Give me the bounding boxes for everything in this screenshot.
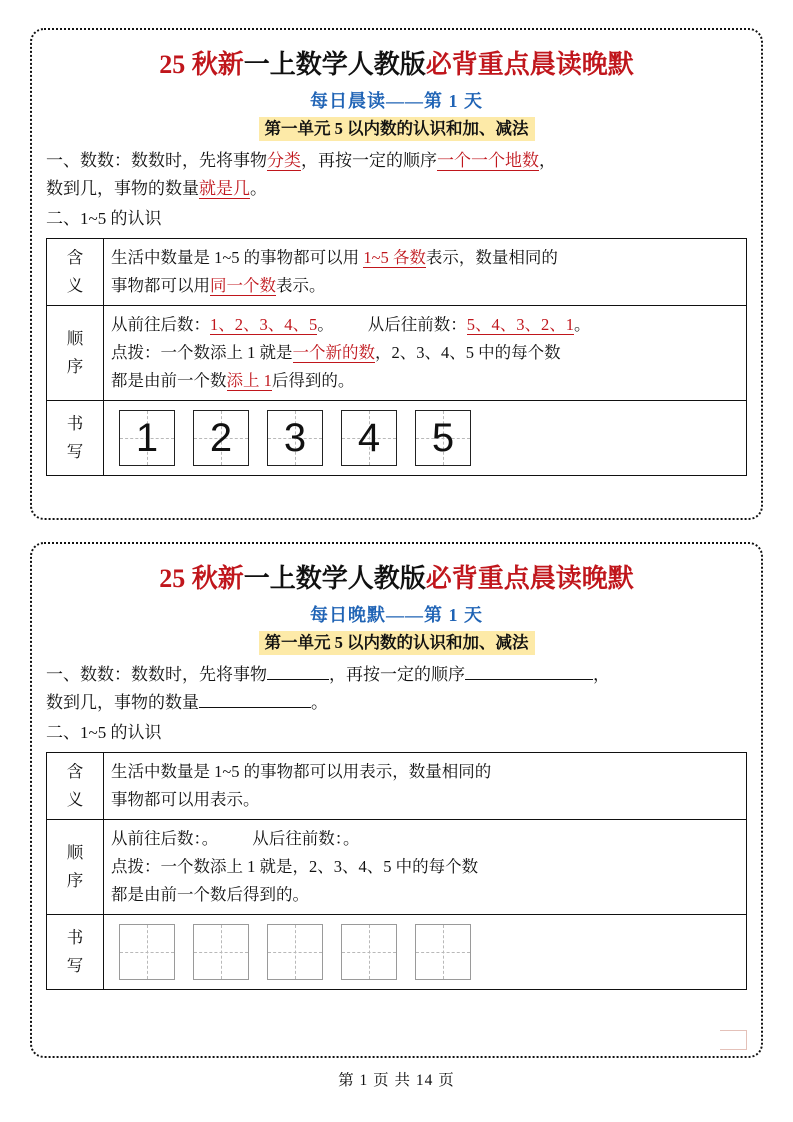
row-label-meaning-char2: 义	[66, 790, 84, 810]
meaning-line-1-text-c: 表示，数量相同的	[359, 762, 492, 782]
table-row-meaning	[47, 753, 747, 820]
row-label-writing	[47, 915, 104, 990]
card-subtitle: 每日晚默——第 1 天	[310, 605, 483, 625]
section-1-text-1: 数数时，先将事物	[131, 665, 267, 685]
order-line-3-text-a: 都是由前一个数	[111, 371, 227, 391]
meaning-line-2-text-c: 表示。	[210, 790, 260, 810]
knowledge-table	[46, 752, 747, 990]
writing-box-number: 5	[431, 416, 455, 461]
answer-backward-sequence: 5、4、3、2、1	[466, 315, 574, 335]
answer-add-one: 添上 1	[226, 371, 272, 391]
order-backward-label: 从后往前数：	[252, 829, 343, 849]
order-line-1-period-2: 。	[343, 829, 360, 849]
row-label-order-char1: 顺	[66, 329, 84, 349]
answer-a-new-number: 一个新的数	[292, 343, 375, 363]
row-label-writing-char1: 书	[66, 414, 84, 434]
watermark-corner-icon	[713, 1024, 747, 1050]
order-line-3	[111, 881, 739, 909]
row-label-writing	[47, 401, 104, 476]
writing-box	[341, 410, 397, 466]
table-row-order	[47, 820, 747, 915]
row-label-meaning-char1: 含	[66, 762, 84, 782]
order-line-2-text-c: ，2、3、4、5 中的每个数	[292, 857, 479, 877]
answer-same-number: 同一个数	[210, 276, 276, 296]
writing-grid-filled	[111, 406, 739, 470]
row-label-order-char1: 顺	[66, 843, 84, 863]
blank-classify[interactable]	[267, 679, 329, 680]
row-label-order-char2: 序	[66, 357, 84, 377]
title-red-prefix: 25 秋新	[159, 564, 244, 593]
section-1-text-5: 。	[250, 179, 267, 199]
row-label-writing-char1: 书	[66, 928, 84, 948]
title-black-middle: 一上数学人教版	[243, 50, 426, 79]
section-2-heading: 二、1~5 的认识	[46, 209, 162, 229]
table-row-writing	[47, 401, 747, 476]
unit-banner: 第一单元 5 以内数的认识和加、减法	[259, 631, 535, 655]
row-label-meaning-char2: 义	[66, 276, 84, 296]
row-label-meaning	[47, 753, 104, 820]
writing-box[interactable]	[415, 924, 471, 980]
meaning-line-2-text-c: 表示。	[276, 276, 326, 296]
row-content-order	[104, 306, 747, 401]
title-red-prefix: 25 秋新	[159, 50, 244, 79]
row-label-order	[47, 306, 104, 401]
writing-box-number: 3	[283, 416, 307, 461]
answer-forward-sequence: 1、2、3、4、5	[210, 315, 318, 335]
row-label-order-char2: 序	[66, 871, 84, 891]
row-label-writing-char2: 写	[66, 956, 84, 976]
writing-grid-blank	[111, 920, 739, 984]
writing-box-number: 4	[357, 416, 381, 461]
row-content-writing	[104, 401, 747, 476]
writing-box	[415, 410, 471, 466]
order-forward-label: 从前往后数：	[111, 315, 210, 335]
evening-dictation-card	[30, 542, 763, 1058]
card-title	[46, 558, 747, 595]
writing-box-number: 1	[135, 416, 159, 461]
section-1-text-3: ，	[593, 665, 610, 685]
order-line-2	[111, 853, 739, 881]
table-row-writing	[47, 915, 747, 990]
order-line-3	[111, 367, 739, 395]
writing-box-number	[342, 925, 396, 979]
row-label-meaning-char1: 含	[66, 248, 84, 268]
meaning-line-1-text-a: 生活中数量是 1~5 的事物都可以用	[111, 248, 364, 268]
title-red-suffix: 必背重点晨读晚默	[425, 50, 634, 79]
row-content-meaning	[104, 239, 747, 306]
meaning-line-2-text-a: 事物都可以用	[111, 790, 210, 810]
row-content-order	[104, 820, 747, 915]
meaning-line-1	[111, 244, 739, 272]
page-footer: 第 1 页 共 14 页	[338, 1072, 455, 1089]
writing-box	[193, 410, 249, 466]
writing-box	[267, 410, 323, 466]
writing-box-number: 2	[209, 416, 233, 461]
section-1-text-2: ，再按一定的顺序	[301, 151, 437, 171]
order-line-3-text-c: 后得到的。	[271, 371, 355, 391]
table-row-order	[47, 306, 747, 401]
section-1-lead: 一、数数：	[46, 151, 131, 171]
writing-box-number	[416, 925, 470, 979]
section-1-text-1: 数数时，先将事物	[131, 151, 267, 171]
section-2-heading: 二、1~5 的认识	[46, 723, 162, 743]
unit-banner-wrap	[46, 117, 747, 141]
unit-banner-wrap	[46, 631, 747, 655]
meaning-line-2-text-a: 事物都可以用	[111, 276, 210, 296]
meaning-line-1-text-c: 表示，数量相同的	[425, 248, 558, 268]
order-line-1-period: 。	[201, 829, 219, 849]
section-1-lead: 一、数数：	[46, 665, 131, 685]
writing-box[interactable]	[267, 924, 323, 980]
row-label-writing-char2: 写	[66, 442, 84, 462]
row-label-meaning	[47, 239, 104, 306]
writing-box	[119, 410, 175, 466]
order-line-1	[111, 825, 739, 853]
order-backward-label: 从后往前数：	[367, 315, 467, 335]
meaning-line-2	[111, 272, 739, 300]
title-black-middle: 一上数学人教版	[243, 564, 426, 593]
writing-box-number	[268, 925, 322, 979]
order-line-3-text-a: 都是由前一个数	[111, 885, 227, 905]
writing-box[interactable]	[119, 924, 175, 980]
table-row-meaning	[47, 239, 747, 306]
row-content-meaning	[104, 753, 747, 820]
section-1-text-4: 数到几，事物的数量	[46, 179, 199, 199]
card-title	[46, 44, 747, 81]
section-1-text-5: 。	[311, 693, 328, 713]
order-forward-label: 从前往后数：	[111, 829, 202, 849]
row-label-order	[47, 820, 104, 915]
title-red-suffix: 必背重点晨读晚默	[425, 564, 634, 593]
writing-box-number	[194, 925, 248, 979]
writing-box[interactable]	[193, 924, 249, 980]
section-1-text-2: ，再按一定的顺序	[329, 665, 465, 685]
order-line-2	[111, 339, 739, 367]
writing-box-number	[120, 925, 174, 979]
order-line-2-text-a: 点拨：一个数添上 1 就是	[111, 857, 293, 877]
order-line-1-period: 。	[317, 315, 334, 335]
section-1-text-4: 数到几，事物的数量	[46, 693, 199, 713]
answer-one-by-one: 一个一个地数	[437, 151, 539, 171]
blank-just-is[interactable]	[199, 707, 311, 708]
card-subtitle: 每日晨读——第 1 天	[310, 91, 483, 111]
order-line-1	[111, 311, 739, 339]
answer-classify: 分类	[267, 151, 301, 171]
order-line-2-text-c: ，2、3、4、5 中的每个数	[375, 343, 561, 363]
unit-banner: 第一单元 5 以内数的认识和加、减法	[259, 117, 535, 141]
morning-reading-card	[30, 28, 763, 520]
meaning-line-1	[111, 758, 739, 786]
knowledge-table	[46, 238, 747, 476]
section-1-paragraph	[46, 661, 747, 717]
answer-numbers-1-5: 1~5 各数	[363, 248, 426, 268]
writing-box[interactable]	[341, 924, 397, 980]
answer-just-is: 就是几	[199, 179, 250, 199]
order-line-1-period-2: 。	[574, 315, 591, 335]
blank-one-by-one[interactable]	[465, 679, 593, 680]
meaning-line-1-text-a: 生活中数量是 1~5 的事物都可以用	[111, 762, 360, 782]
meaning-line-2	[111, 786, 739, 814]
order-line-2-text-a: 点拨：一个数添上 1 就是	[111, 343, 293, 363]
section-1-text-3: ，	[539, 151, 556, 171]
row-content-writing	[104, 915, 747, 990]
order-line-3-text-c: 后得到的。	[226, 885, 309, 905]
section-1-paragraph	[46, 147, 747, 203]
